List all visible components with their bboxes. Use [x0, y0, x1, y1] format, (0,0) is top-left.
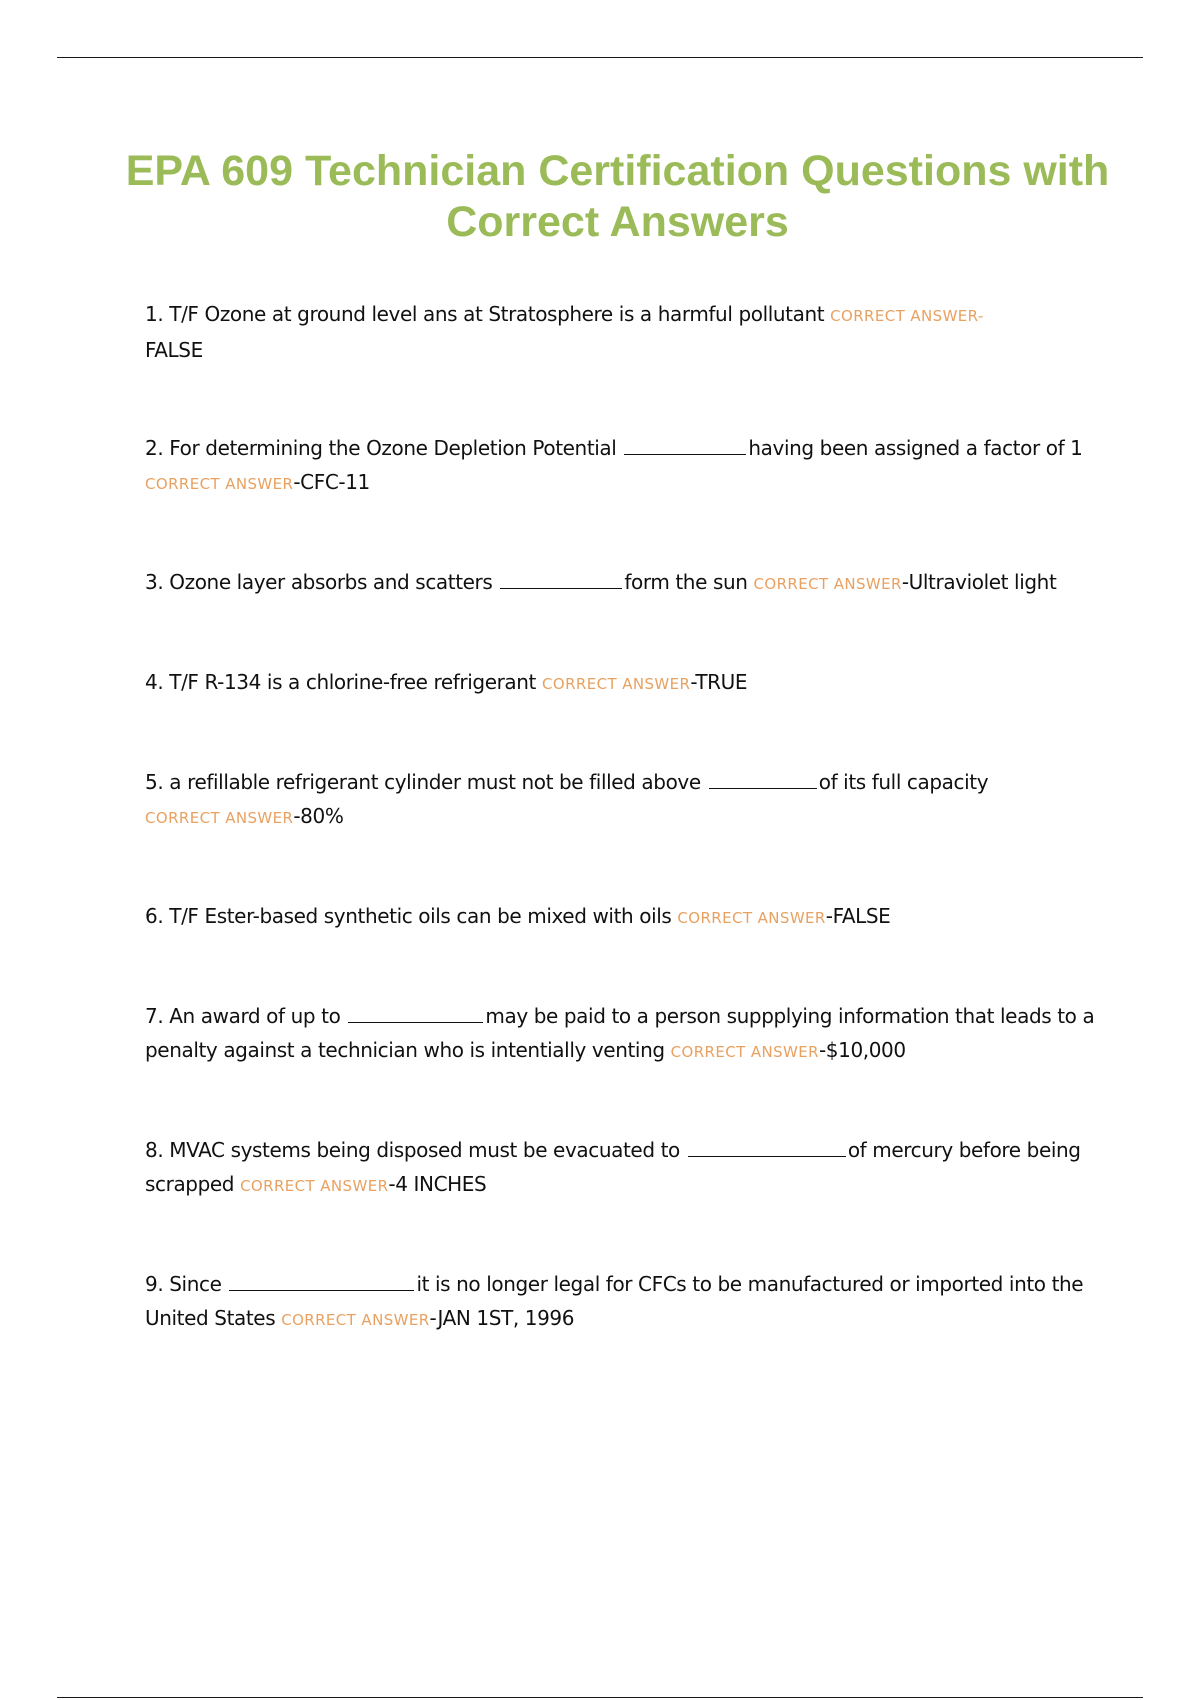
answer-blank [624, 434, 746, 455]
question-8: 8. MVAC systems being disposed must be evacuated to of mercury before being scrapped CORRECT ANSWER-4 INCHES [145, 1138, 1081, 1196]
correct-answer-label: CORRECT ANSWER [145, 809, 294, 827]
answer-value: FALSE [832, 904, 891, 928]
answer-blank [688, 1136, 846, 1157]
question-text-after: of mercury before being scrapped [145, 1138, 1081, 1196]
answer-value: FALSE [145, 338, 203, 362]
question-text: MVAC systems being disposed must be evacuated to [169, 1138, 680, 1162]
question-9: 9. Since it is no longer legal for CFCs to be manufactured or imported into the United States CORRECT ANSWER-JAN 1ST, 1996 [145, 1272, 1084, 1330]
question-text: a refillable refrigerant cylinder must not be filled above [169, 770, 701, 794]
question-text-after: having been assigned a factor of 1 [748, 436, 1083, 460]
question-text: T/F Ester-based synthetic oils can be mixed with oils [169, 904, 672, 928]
question-1: 1. T/F Ozone at ground level ans at Stratosphere is a harmful pollutant CORRECT ANSWER- FALSE [145, 302, 984, 362]
question-4: 4. T/F R-134 is a chlorine-free refrigerant CORRECT ANSWER-TRUE [145, 670, 748, 694]
correct-answer-label: CORRECT ANSWER [753, 575, 902, 593]
answer-value: 4 INCHES [395, 1172, 487, 1196]
question-number: 5. [145, 770, 164, 794]
answer-value: TRUE [695, 670, 748, 694]
top-rule [57, 57, 1143, 58]
question-list [145, 297, 1095, 1337]
question-text: For determining the Ozone Depletion Potential [169, 436, 617, 460]
question-text-after: it is no longer legal for CFCs to be manufactured or imported into the United States [145, 1272, 1084, 1330]
document-title: EPA 609 Technician Certification Questions with Correct Answers [125, 147, 1110, 246]
question-number: 6. [145, 904, 164, 928]
bottom-rule [57, 1697, 1143, 1698]
question-number: 2. [145, 436, 164, 460]
question-2: 2. For determining the Ozone Depletion Potential having been assigned a factor of 1 CORRECT ANSWER-CFC-11 [145, 436, 1083, 494]
question-5: 5. a refillable refrigerant cylinder must not be filled above of its full capacity CORRECT ANSWER-80% [145, 770, 989, 828]
question-number: 7. [145, 1004, 164, 1028]
question-number: 4. [145, 670, 164, 694]
correct-answer-label: CORRECT ANSWER [281, 1311, 430, 1329]
correct-answer-label: CORRECT ANSWER [541, 675, 691, 693]
answer-blank [709, 768, 817, 789]
question-6: 6. T/F Ester-based synthetic oils can be mixed with oils CORRECT ANSWER-FALSE [145, 904, 891, 928]
question-text-after: form the sun [624, 570, 748, 594]
question-number: 8. [145, 1138, 164, 1162]
correct-answer-label: CORRECT ANSWER [670, 1043, 819, 1061]
question-text: T/F R-134 is a chlorine-free refrigerant [169, 670, 537, 694]
answer-value: 80% [300, 804, 344, 828]
question-text: T/F Ozone at ground level ans at Stratosphere is a harmful pollutant [169, 302, 825, 326]
answer-blank [229, 1270, 414, 1291]
answer-value: CFC-11 [300, 470, 370, 494]
correct-answer-label: CORRECT ANSWER [240, 1177, 389, 1195]
answer-blank [348, 1002, 483, 1023]
question-text-after: of its full capacity [818, 770, 989, 794]
question-number: 3. [145, 570, 164, 594]
answer-value: $10,000 [825, 1038, 906, 1062]
question-number: 9. [145, 1272, 164, 1296]
correct-answer-label: CORRECT ANSWER [677, 909, 826, 927]
answer-value: Ultraviolet light [908, 570, 1057, 594]
question-text: Since [169, 1272, 222, 1296]
question-text: An award of up to [169, 1004, 341, 1028]
question-text: Ozone layer absorbs and scatters [169, 570, 493, 594]
question-number: 1. [145, 302, 164, 326]
answer-blank [500, 568, 622, 589]
question-text-after: may be paid to a person suppplying information that leads to a penalty against a technician who is intentially venting [145, 1004, 1095, 1062]
question-3: 3. Ozone layer absorbs and scatters form the sun CORRECT ANSWER-Ultraviolet light [145, 570, 1057, 594]
question-7: 7. An award of up to may be paid to a person suppplying information that leads to a penalty against a technician who is intentially venting CORRECT ANSWER-$10,000 [145, 1004, 1095, 1062]
answer-value: JAN 1ST, 1996 [437, 1306, 575, 1330]
correct-answer-label: CORRECT ANSWER [830, 307, 978, 325]
correct-answer-label: CORRECT ANSWER [145, 475, 294, 493]
